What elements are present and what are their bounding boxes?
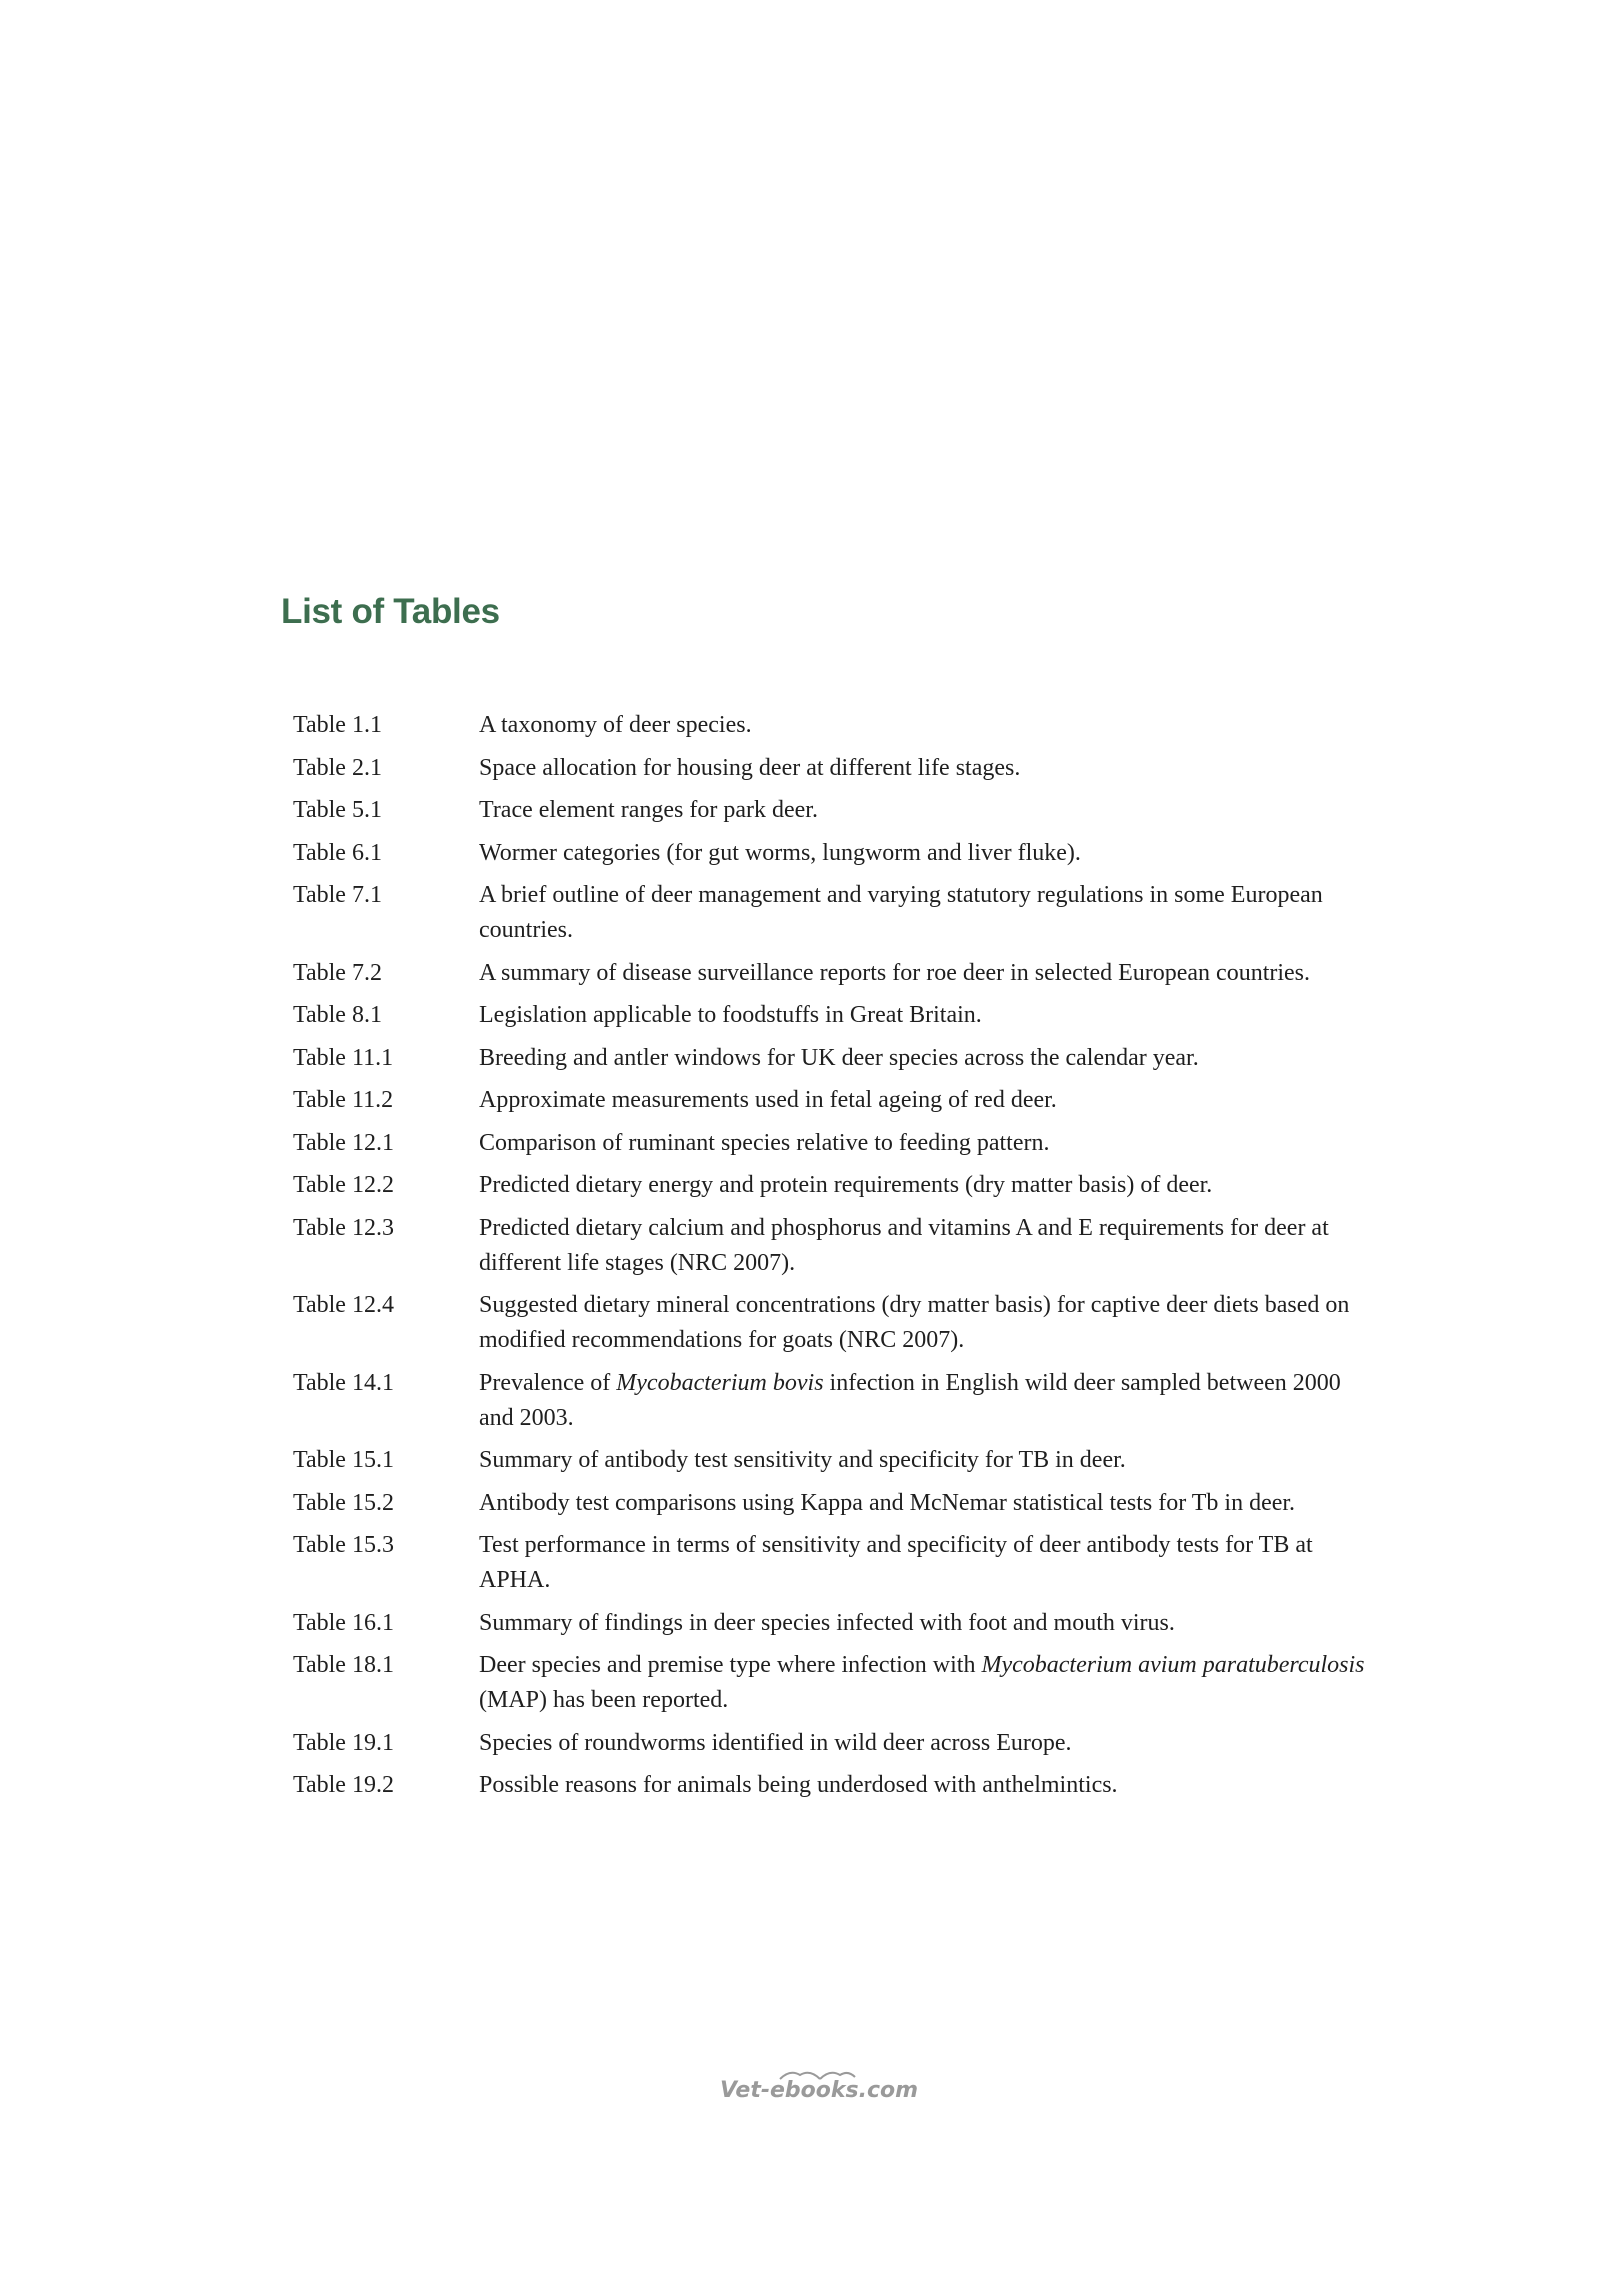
- table-caption: [479, 878, 1373, 948]
- list-item[interactable]: [293, 836, 1373, 871]
- caption-segment: Approximate measurements used in fetal ageing of red deer.: [479, 1087, 1057, 1113]
- table-number: Table 12.1: [293, 1129, 394, 1156]
- table-number: Table 12.2: [293, 1172, 394, 1198]
- table-caption: [479, 1648, 1373, 1718]
- caption-italic-segment: Mycobacterium bovis: [616, 1369, 824, 1396]
- table-caption: [479, 998, 1373, 1033]
- list-item[interactable]: [293, 1648, 1373, 1718]
- table-caption: [479, 1726, 1373, 1761]
- table-caption: [479, 751, 1373, 786]
- caption-segment: Predicted dietary energy and protein requirements (dry matter basis) of deer.: [479, 1172, 1213, 1198]
- table-caption: [479, 793, 1373, 828]
- table-number: Table 2.1: [293, 754, 382, 781]
- list-item[interactable]: [293, 1126, 1373, 1161]
- table-number: Table 6.1: [293, 839, 382, 866]
- caption-segment: Summary of findings in deer species infected with foot and mouth virus.: [479, 1609, 1175, 1636]
- caption-segment: (MAP) has been reported.: [479, 1687, 729, 1713]
- caption-segment: Test performance in terms of sensitivity and specificity of deer antibody tests for TB at APHA.: [479, 1532, 1313, 1593]
- caption-segment: infection in English wild deer sampled between 2000 and 2003.: [479, 1369, 1341, 1431]
- table-number: Table 11.1: [293, 1044, 394, 1071]
- caption-segment: Suggested dietary mineral concentrations (dry matter basis) for captive deer diets based on modified recommendations for goats (NRC 2007).: [479, 1292, 1350, 1353]
- caption-segment: A brief outline of deer management and varying statutory regulations in some European countries.: [479, 882, 1323, 943]
- table-number: Table 7.2: [293, 959, 382, 986]
- caption-segment: Antibody test comparisons using Kappa and McNemar statistical tests for Tb in deer.: [479, 1489, 1296, 1516]
- table-caption: [479, 1486, 1373, 1521]
- list-item[interactable]: [293, 1041, 1373, 1076]
- table-number: Table 19.1: [293, 1729, 394, 1756]
- watermark-logo: [720, 2065, 920, 2105]
- table-caption: [479, 1041, 1373, 1076]
- caption-segment: A summary of disease surveillance reports for roe deer in selected European countries.: [479, 959, 1311, 986]
- watermark-text: Vet-ebooks.com: [720, 2078, 919, 2103]
- caption-segment: Prevalence of: [479, 1369, 617, 1396]
- caption-segment: Comparison of ruminant species relative to feeding pattern.: [479, 1129, 1050, 1156]
- table-number: Table 12.3: [293, 1214, 394, 1241]
- list-of-tables: [293, 708, 1373, 1811]
- caption-segment: Wormer categories (for gut worms, lungworm and liver fluke).: [479, 839, 1081, 866]
- table-number: Table 5.1: [293, 797, 382, 823]
- table-number: Table 11.2: [293, 1087, 394, 1113]
- caption-segment: Trace element ranges for park deer.: [479, 797, 818, 823]
- caption-segment: Summary of antibody test sensitivity and specificity for TB in deer.: [479, 1447, 1126, 1473]
- caption-segment: Predicted dietary calcium and phosphorus and vitamins A and E requirements for deer at different life stages (NRC 2007).: [479, 1214, 1329, 1276]
- list-item[interactable]: [293, 1211, 1373, 1281]
- caption-segment: Species of roundworms identified in wild deer across Europe.: [479, 1729, 1072, 1756]
- table-number: Table 15.2: [293, 1489, 394, 1516]
- list-item[interactable]: [293, 1726, 1373, 1761]
- table-caption: [479, 708, 1373, 743]
- caption-segment: Breeding and antler windows for UK deer species across the calendar year.: [479, 1044, 1199, 1071]
- table-caption: [479, 956, 1373, 991]
- table-number: Table 8.1: [293, 1002, 382, 1028]
- table-caption: [479, 1366, 1373, 1436]
- list-item[interactable]: [293, 793, 1373, 828]
- table-number: Table 7.1: [293, 882, 382, 908]
- table-number: Table 19.2: [293, 1772, 394, 1798]
- table-caption: [479, 1768, 1373, 1803]
- list-item[interactable]: [293, 1486, 1373, 1521]
- table-caption: [479, 836, 1373, 871]
- list-item[interactable]: [293, 998, 1373, 1033]
- list-item[interactable]: [293, 1168, 1373, 1203]
- table-number: Table 16.1: [293, 1609, 394, 1636]
- caption-segment: A taxonomy of deer species.: [479, 712, 752, 738]
- list-item[interactable]: [293, 1606, 1373, 1641]
- list-item[interactable]: [293, 1288, 1373, 1358]
- table-caption: [479, 1126, 1373, 1161]
- list-item[interactable]: [293, 1443, 1373, 1478]
- table-caption: [479, 1211, 1373, 1281]
- caption-italic-segment: Mycobacterium avium paratuberculosis: [981, 1652, 1365, 1678]
- table-number: Table 18.1: [293, 1652, 394, 1678]
- list-item[interactable]: [293, 751, 1373, 786]
- list-item[interactable]: [293, 708, 1373, 743]
- caption-segment: Possible reasons for animals being underdosed with anthelmintics.: [479, 1772, 1118, 1798]
- caption-segment: Deer species and premise type where infection with: [479, 1652, 982, 1678]
- caption-segment: Space allocation for housing deer at different life stages.: [479, 754, 1021, 781]
- list-item[interactable]: [293, 1768, 1373, 1803]
- list-item[interactable]: [293, 1083, 1373, 1118]
- table-caption: [479, 1288, 1373, 1358]
- table-caption: [479, 1083, 1373, 1118]
- table-number: Table 1.1: [293, 712, 382, 738]
- table-caption: [479, 1168, 1373, 1203]
- table-caption: [479, 1528, 1373, 1598]
- table-number: Table 15.3: [293, 1532, 394, 1558]
- table-number: Table 14.1: [293, 1369, 394, 1396]
- list-item[interactable]: [293, 1528, 1373, 1598]
- page-title: List of Tables: [281, 592, 500, 631]
- table-caption: [479, 1606, 1373, 1641]
- list-item[interactable]: [293, 878, 1373, 948]
- table-number: Table 12.4: [293, 1292, 394, 1318]
- list-item[interactable]: [293, 1366, 1373, 1436]
- list-item[interactable]: [293, 956, 1373, 991]
- caption-segment: Legislation applicable to foodstuffs in Great Britain.: [479, 1002, 982, 1028]
- table-caption: [479, 1443, 1373, 1478]
- table-number: Table 15.1: [293, 1447, 394, 1473]
- vet-ebooks-logo-icon: [720, 2065, 920, 2105]
